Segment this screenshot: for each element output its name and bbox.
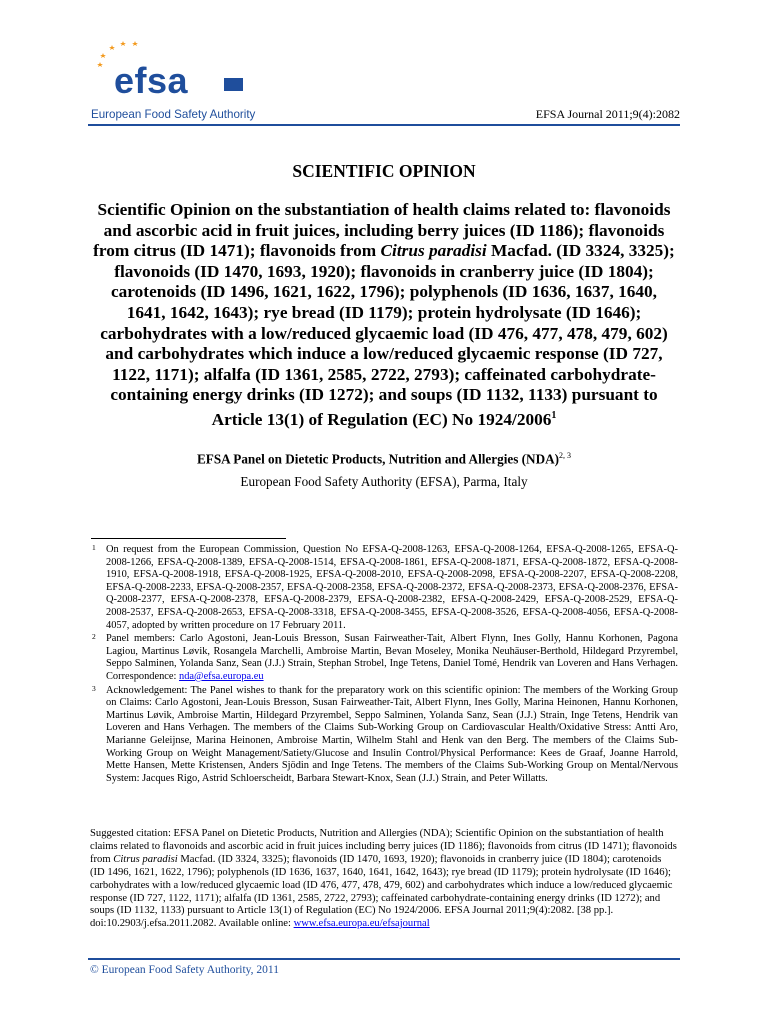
document-title: [90, 200, 678, 430]
footnote-divider: [91, 538, 286, 539]
footnote-number: 2: [92, 632, 96, 642]
footnote-1: [90, 544, 678, 632]
footnotes: [90, 544, 678, 786]
title-text-part2: Macfad. (ID 3324, 3325); flavonoids (ID 1470, 1693, 1920); flavonoids in cranberry juice (ID 1804); carotenoids (ID 1496, 1621, 1622, 1796); polyphenols (ID 1636, 1637, 1640, 1641, 1642, 1643); rye bread (ID 1179); protein hydrolysate (ID 1646); carbohydrates with a low/reduced glycaemic load (ID 476, 477, 478, 479, 602) and carbohydrates which induce a low/reduced glycaemic response (ID 727, 1122, 1171); alfalfa (ID 1361, 2585, 2722, 2793); caffeinated carbohydrate-containing energy drinks (ID 1272); and soups (ID 1132, 1133) pursuant to Article 13(1) of Regulation (EC) No 1924/2006: [100, 241, 675, 429]
efsa-logo: [88, 40, 308, 122]
title-species: Citrus paradisi: [380, 241, 487, 261]
footnote-2: [90, 633, 678, 683]
citation-species: Citrus paradisi: [113, 853, 178, 865]
footer-divider: [88, 958, 680, 960]
title-footnote-ref[interactable]: 1: [551, 409, 557, 421]
footnote-text: On request from the European Commission, Question No EFSA-Q-2008-1263, EFSA-Q-2008-1264, EFSA-Q-2008-1265, EFSA-Q-2008-1266, EFSA-Q-2008-1389, EFSA-Q-2008-1514, EFSA-Q-2008-1861, EFSA-Q-2008-1871, EFSA-Q-2008-1872, EFSA-Q-2008-1910, EFSA-Q-2008-1918, EFSA-Q-2008-1925, EFSA-Q-2008-2010, EFSA-Q-2008-2098, EFSA-Q-2008-2207, EFSA-Q-2008-2208, EFSA-Q-2008-2233, EFSA-Q-2008-2357, EFSA-Q-2008-2358, EFSA-Q-2008-2372, EFSA-Q-2008-2373, EFSA-Q-2008-2376, EFSA-Q-2008-2377, EFSA-Q-2008-2378, EFSA-Q-2008-2379, EFSA-Q-2008-2382, EFSA-Q-2008-2429, EFSA-Q-2008-2529, EFSA-Q-2008-2537, EFSA-Q-2008-2653, EFSA-Q-2008-3318, EFSA-Q-2008-3455, EFSA-Q-2008-3526, EFSA-Q-2008-4056, EFSA-Q-2008-4057, adopted by written procedure on 17 February 2011.: [106, 544, 678, 631]
title-text-part1: Scientific Opinion on the substantiation of health claims related to: flavonoids and ascorbic acid in fruit juices, including berry juices (ID 1186); flavonoids from citrus (ID 1471); flavonoids from: [93, 200, 671, 261]
suggested-citation: [90, 828, 678, 931]
journal-reference: EFSA Journal 2011;9(4):2082: [535, 107, 680, 121]
citation-text-part1: Suggested citation: EFSA Panel on Dietetic Products, Nutrition and Allergies (NDA); Scientific Opinion on the substantiation of health claims related to flavonoids and ascorbic acid in fruit juices including berry juices (ID 1186); flavonoids from citrus (ID 1471); flavonoids from: [90, 828, 677, 865]
affiliation: European Food Safety Authority (EFSA), Parma, Italy: [240, 474, 528, 489]
footnote-number: 3: [92, 683, 96, 693]
citation-text-part2: Macfad. (ID 3324, 3325); flavonoids (ID 1470, 1693, 1920); flavonoids in cranberry juice (ID 1804); carotenoids (ID 1496, 1621, 1622, 1796); polyphenols (ID 1636, 1637, 1640, 1641, 1642, 1643); rye bread (ID 1179); protein hydrolysate (ID 1646); carbohydrates with a low/reduced glycaemic load (ID 476, 477, 478, 479, 602) and carbohydrates which induce a low/reduced glycaemic response (ID 727, 1122, 1171); alfalfa (ID 1361, 2585, 2722, 2793); caffeinated carbohydrate-containing energy drinks (ID 1272); and soups (ID 1132, 1133) pursuant to Article 13(1) of Regulation (EC) No 1924/2006. EFSA Journal 2011;9(4):2082. [38 pp.]. doi:10.2903/j.efsa.2011.2082. Available online:: [90, 853, 673, 930]
panel-name-text: EFSA Panel on Dietetic Products, Nutrition and Allergies (NDA): [196, 451, 560, 467]
panel-footnote-refs[interactable]: 2, 3: [559, 451, 572, 460]
eu-flag-icon: [224, 78, 243, 91]
efsa-journal-link[interactable]: www.efsa.europa.eu/efsajournal: [293, 918, 430, 930]
logo-tagline: European Food Safety Authority: [91, 108, 256, 121]
header-divider: [88, 124, 680, 126]
document-type-label: SCIENTIFIC OPINION: [292, 161, 476, 181]
footnote-3: [90, 685, 678, 786]
panel-name: [0, 451, 768, 467]
correspondence-email-link[interactable]: nda@efsa.europa.eu: [179, 670, 264, 682]
footnote-number: 1: [92, 543, 96, 552]
copyright-notice: © European Food Safety Authority, 2011: [90, 964, 279, 976]
footnote-text: Panel members: Carlo Agostoni, Jean-Louis Bresson, Susan Fairweather-Tait, Albert Flynn, Ines Golly, Hannu Korhonen, Pagona Lagiou, Martinus Løvik, Rosangela Marchelli, Ambroise Martin, Bevan Moseley, Monika Neuhäuser-Berthold, Hildegard Przyrembel, Seppo Salminen, Yolanda Sanz, Sean (J.J.) Strain, Stephan Strobel, Inge Tetens, Daniel Tomé, Hendrik van Loveren and Hans Verhagen. Correspondence:: [106, 633, 678, 682]
logo-wordmark: efsa: [114, 60, 189, 101]
footnote-text: Acknowledgement: The Panel wishes to thank for the preparatory work on this scientific opinion: The members of the Working Group on Claims: Carlo Agostoni, Jean-Louis Bresson, Susan Fairweather-Tait, Albert Flynn, Ines Golly, Marina Heinonen, Hannu Korhonen, Martinus Løvik, Ambroise Martin, Hildegard Przyrembel, Seppo Salminen, Yolanda Sanz, Sean (J.J.) Strain, Inge Tetens, Hendrik van Loveren and Hans Verhagen. The members of the Claims Sub-Working Group on Cardiovascular Health/Oxidative Stress: Antti Aro, Marianne Geleijnse, Marina Heinonen, Ambroise Martin, Wilhelm Stahl and Henk van den Berg. The members of the Claims Sub-Working Group on Weight Management/Satiety/Glucose and Insulin Control/Physical Performance: Kees de Graaf, Joanne Harrold, Mette Hansen, Mette Kristensen, Anders Sjödin and Inge Tetens. The members of the Claims Sub-Working Group on Mental/Nervous System: Jacques Rigo, Astrid Schloerscheidt, Barbara Stewart-Knox, Sean (J.J.) Strain, and Peter Willatts.: [106, 684, 678, 784]
